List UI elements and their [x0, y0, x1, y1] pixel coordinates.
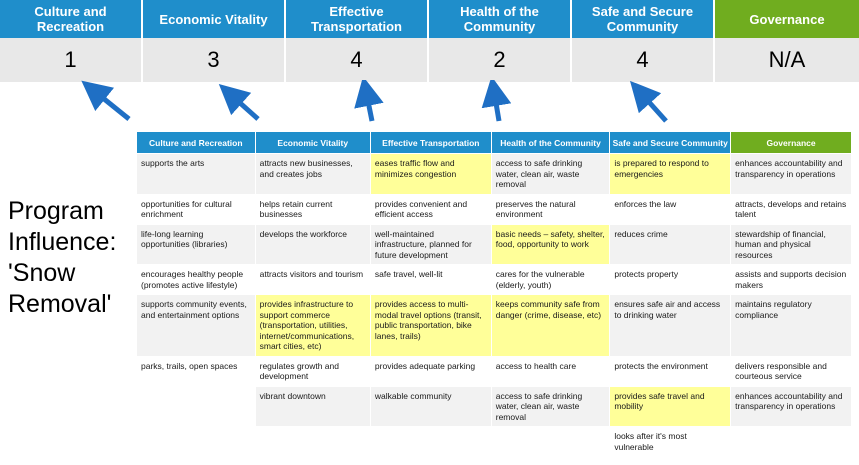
matrix-row [137, 386, 852, 427]
matrix-cell: encourages healthy people (promotes active lifestyle) [137, 265, 256, 295]
matrix-header-row [137, 132, 852, 154]
matrix-cell [491, 427, 610, 457]
matrix-body [137, 154, 852, 457]
matrix-cell: opportunities for cultural enrichment [137, 194, 256, 224]
matrix-cell [370, 427, 491, 457]
matrix-cell [137, 386, 256, 427]
matrix-cell [137, 427, 256, 457]
matrix-column-header: Culture and Recreation [137, 132, 256, 154]
matrix-cell: well-maintained infrastructure, planned for future development [370, 224, 491, 265]
matrix-cell: walkable community [370, 386, 491, 427]
matrix-cell: attracts new businesses, and creates jobs [255, 154, 370, 195]
priority-matrix [136, 131, 852, 457]
arrow-economic-vitality [230, 94, 258, 119]
matrix-cell: supports community events, and entertainment options [137, 295, 256, 357]
matrix-row [137, 427, 852, 457]
arrow-group [0, 80, 859, 132]
score-value: 4 [286, 38, 429, 82]
score-column-header: Health of the Community [429, 0, 572, 38]
matrix-row [137, 194, 852, 224]
score-value: 1 [0, 38, 143, 82]
score-column [286, 0, 429, 82]
matrix-cell: access to safe drinking water, clean air, waste removal [491, 386, 610, 427]
score-column [143, 0, 286, 82]
matrix-cell: attracts visitors and tourism [255, 265, 370, 295]
matrix-cell: supports the arts [137, 154, 256, 195]
matrix-cell: enforces the law [610, 194, 731, 224]
matrix-cell: delivers responsible and courteous service [731, 356, 852, 386]
matrix-column-header: Health of the Community [491, 132, 610, 154]
arrow-culture-and-recreation [93, 90, 129, 119]
matrix-cell: provides convenient and efficient access [370, 194, 491, 224]
matrix-cell: access to health care [491, 356, 610, 386]
matrix-cell: protects the environment [610, 356, 731, 386]
matrix-cell: preserves the natural environment [491, 194, 610, 224]
matrix-cell: attracts, develops and retains talent [731, 194, 852, 224]
score-value: 2 [429, 38, 572, 82]
matrix-cell: ensures safe air and access to drinking water [610, 295, 731, 357]
matrix-cell: protects property [610, 265, 731, 295]
matrix-cell: assists and supports decision makers [731, 265, 852, 295]
matrix-cell: develops the workforce [255, 224, 370, 265]
matrix-cell: regulates growth and development [255, 356, 370, 386]
matrix-row [137, 224, 852, 265]
matrix-cell: helps retain current businesses [255, 194, 370, 224]
matrix-cell [255, 427, 370, 457]
matrix-row [137, 295, 852, 357]
matrix-column-header: Safe and Secure Community [610, 132, 731, 154]
matrix-cell: eases traffic flow and minimizes congestion [370, 154, 491, 195]
score-column-header: Governance [715, 0, 859, 38]
score-column [572, 0, 715, 82]
matrix-cell: looks after it's most vulnerable [610, 427, 731, 457]
score-column [715, 0, 859, 82]
matrix-cell: life-long learning opportunities (libraries) [137, 224, 256, 265]
matrix-cell: enhances accountability and transparency in operations [731, 154, 852, 195]
matrix-cell: enhances accountability and transparency in operations [731, 386, 852, 427]
score-value: 3 [143, 38, 286, 82]
arrow-health-of-the-community [494, 91, 499, 121]
matrix-cell: vibrant downtown [255, 386, 370, 427]
matrix-column-header: Effective Transportation [370, 132, 491, 154]
score-column [429, 0, 572, 82]
score-column-header: Effective Transportation [286, 0, 429, 38]
score-value: N/A [715, 38, 859, 82]
matrix-cell [731, 427, 852, 457]
matrix-cell: safe travel, well-lit [370, 265, 491, 295]
matrix-row [137, 154, 852, 195]
matrix-cell: provides safe travel and mobility [610, 386, 731, 427]
matrix-cell: access to safe drinking water, clean air, waste removal [491, 154, 610, 195]
matrix-cell: stewardship of financial, human and physical resources [731, 224, 852, 265]
matrix-cell: reduces crime [610, 224, 731, 265]
matrix-cell: provides infrastructure to support commerce (transportation, utilities, internet/communications, smart cities, etc) [255, 295, 370, 357]
arrow-effective-transportation [366, 91, 372, 121]
matrix-row [137, 265, 852, 295]
program-influence-caption: Program Influence: 'Snow Removal' [8, 197, 117, 318]
score-column-header: Culture and Recreation [0, 0, 143, 38]
score-column [0, 0, 143, 82]
matrix-cell: cares for the vulnerable (elderly, youth) [491, 265, 610, 295]
arrow-safe-and-secure-community [640, 92, 666, 121]
score-band [0, 0, 859, 82]
matrix-cell: basic needs – safety, shelter, food, opportunity to work [491, 224, 610, 265]
matrix-cell: maintains regulatory compliance [731, 295, 852, 357]
matrix-cell: provides access to multi-modal travel options (transit, public transportation, bike lanes, trails) [370, 295, 491, 357]
score-value: 4 [572, 38, 715, 82]
matrix-cell: parks, trails, open spaces [137, 356, 256, 386]
matrix-cell: is prepared to respond to emergencies [610, 154, 731, 195]
matrix-cell: keeps community safe from danger (crime, disease, etc) [491, 295, 610, 357]
matrix-cell: provides adequate parking [370, 356, 491, 386]
matrix-column-header: Governance [731, 132, 852, 154]
score-column-header: Safe and Secure Community [572, 0, 715, 38]
score-column-header: Economic Vitality [143, 0, 286, 38]
matrix-column-header: Economic Vitality [255, 132, 370, 154]
matrix-row [137, 356, 852, 386]
